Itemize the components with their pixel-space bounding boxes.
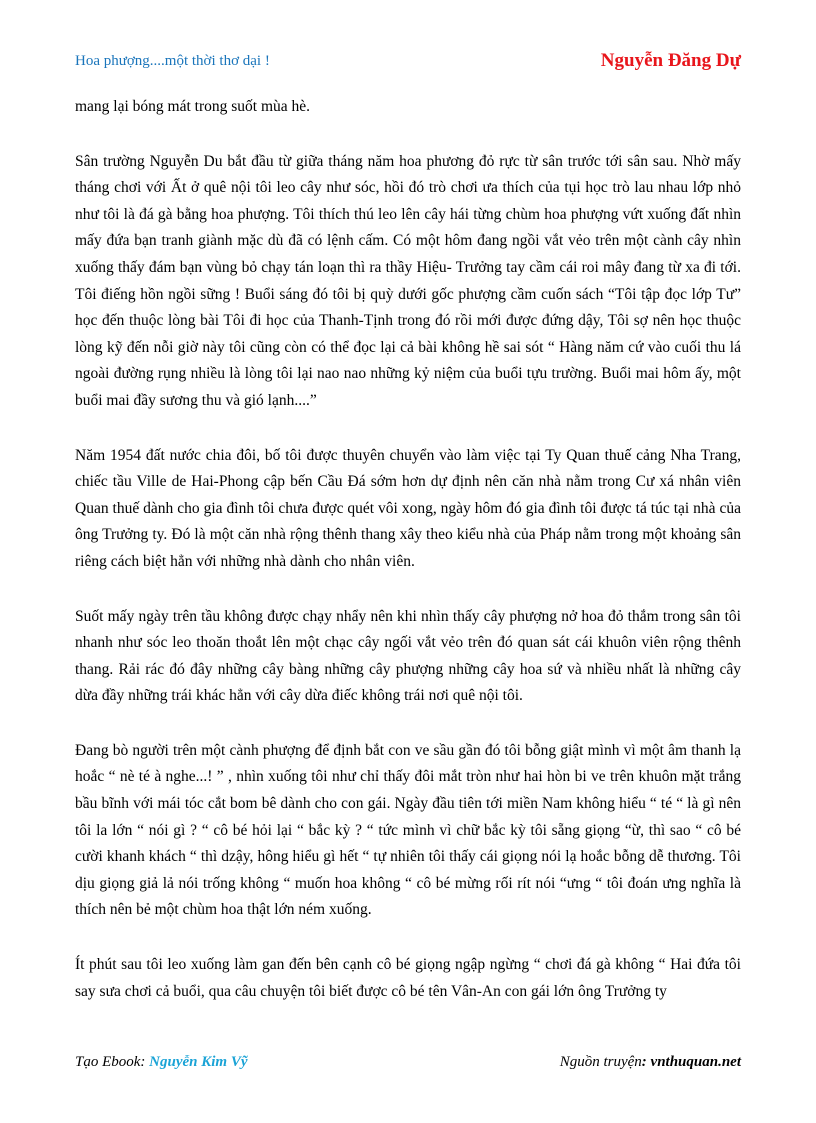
story-source-site: vnthuquan.net <box>650 1054 741 1070</box>
page-header <box>75 50 741 76</box>
paragraph: Suốt mấy ngày trên tầu không được chạy nhẩy nên khi nhìn thấy cây phượng nở hoa đỏ thắm trong sân tôi nhanh như sóc leo thoăn thoắt lên một chạc cây ngối vắt vẻo trên đó quan sát cái khuôn viên rộng thênh thang. Rải rác đó đây những cây bàng những cây phượng những cây hoa sứ và nhiều nhất là những cây dừa đầy những trái khác hẳn với cây dừa điếc không trái nơi quê nội tôi. <box>75 607 741 705</box>
paragraph: Sân trường Nguyễn Du bắt đầu từ giữa tháng năm hoa phương đỏ rực từ sân trước tới sân sau. Nhờ mấy tháng chơi với Ất ở quê nội tôi leo cây như sóc, hồi đó trò chơi ưa thích của tụi học trò lau nhau lớp nhỏ như tôi là đá gà bằng hoa phượng. Tôi thích thú leo lên cây hái từng chùm hoa phượng vứt xuống đất nhìn mấy đứa bạn tranh giành mặc dù đã có lệnh cấm. Có một hôm đang ngồi vắt vẻo trên một cành cây nhìn xuống thấy đám bạn vùng bỏ chạy tán loạn thì ra thầy Hiệu- Trưởng tay cầm cái roi mây đang từ xa đi tới. Tôi điếng hồn ngồi sững ! Buổi sáng đó tôi bị quỳ dưới gốc phượng cầm cuốn sách “Tôi tập đọc lớp Tư” học đến thuộc lòng bài Tôi đi học của Thanh-Tịnh trong đó rồi mới được đứng dậy, Tôi sợ nên học thuộc lòng kỹ đến nỗi giờ này tôi cũng còn có thể đọc lại cả bài không hề sai sót “ Hàng năm cứ vào cuối thu lá ngoài đường rụng nhiều là lòng tôi lại nao nao những kỷ niệm của buổi tựu trường. Buổi mai hôm ấy, một buổi mai đầy sương thu và gió lạnh....” <box>75 152 741 409</box>
ebook-credit-name: Nguyễn Kim Vỹ <box>149 1054 248 1070</box>
page-footer <box>75 1054 741 1076</box>
ebook-credit-label: Tạo Ebook <box>75 1054 141 1070</box>
author-name: Nguyễn Đăng Dự <box>600 50 741 71</box>
paragraph: Ít phút sau tôi leo xuống làm gan đến bên cạnh cô bé giọng ngập ngừng “ chơi đá gà không “ Hai đứa tôi say sưa chơi cả buổi, qua câu chuyện tôi biết được cô bé tên Vân-An con gái lớn ông Trưởng ty <box>75 956 741 1000</box>
ebook-credit <box>75 1054 248 1071</box>
paragraph: mang lại bóng mát trong suốt mùa hè. <box>75 98 311 115</box>
story-source-separator: : <box>641 1054 651 1070</box>
ebook-credit-separator: : <box>140 1054 150 1070</box>
story-source <box>560 1054 741 1071</box>
paragraph: Đang bò người trên một cành phượng để định bắt con ve sầu gần đó tôi bỗng giật mình vì một âm thanh lạ hoắc “ nè té à nghe...! ” , nhìn xuống tôi như chỉ thấy đôi mắt tròn như hai hòn bi ve trên khuôn mặt trắng bầu bĩnh với mái tóc cắt bom bê dành cho con gái. Ngày đầu tiên tới miền Nam không hiểu “ té “ là gì nên tôi la lớn “ nói gì ? “ cô bé hỏi lại “ bắc kỳ ? “ tức mình vì chữ bắc kỳ tôi sẵng giọng “ừ, thì sao “ cô bé cười khanh khách “ thì dzậy, hông hiểu gì hết “ tự nhiên tôi thấy cái giọng nói lạ hoắc bỗng dễ thương. Tôi dịu giọng giả lả nói trống không “ muốn hoa không “ cô bé mừng rối rít nói “ưng “ tôi đoán ưng nghĩa là thích nên bẻ một chùm hoa thật lớn ném xuống. <box>75 741 741 919</box>
document-body <box>75 94 741 1033</box>
paragraph: Năm 1954 đất nước chia đôi, bố tôi được thuyên chuyển vào làm việc tại Ty Quan thuế cảng Nha Trang, chiếc tầu Ville de Hai-Phong cập bến Cầu Đá sớm hơn dự định nên căn nhà nằm trong Cư xá nhân viên Quan thuế dành cho gia đình tôi chưa được quét vôi xong, ngày hôm đó gia đình tôi được tá túc tại nhà của ông Trưởng ty. Đó là một căn nhà rộng thênh thang xây theo kiểu nhà của Pháp nằm trong một khoảng sân riêng cách biệt hẳn với những nhà dành cho nhân viên. <box>75 446 741 570</box>
book-title: Hoa phượng....một thời thơ dại ! <box>75 53 270 69</box>
story-source-label: Nguồn truyện <box>559 1054 642 1070</box>
